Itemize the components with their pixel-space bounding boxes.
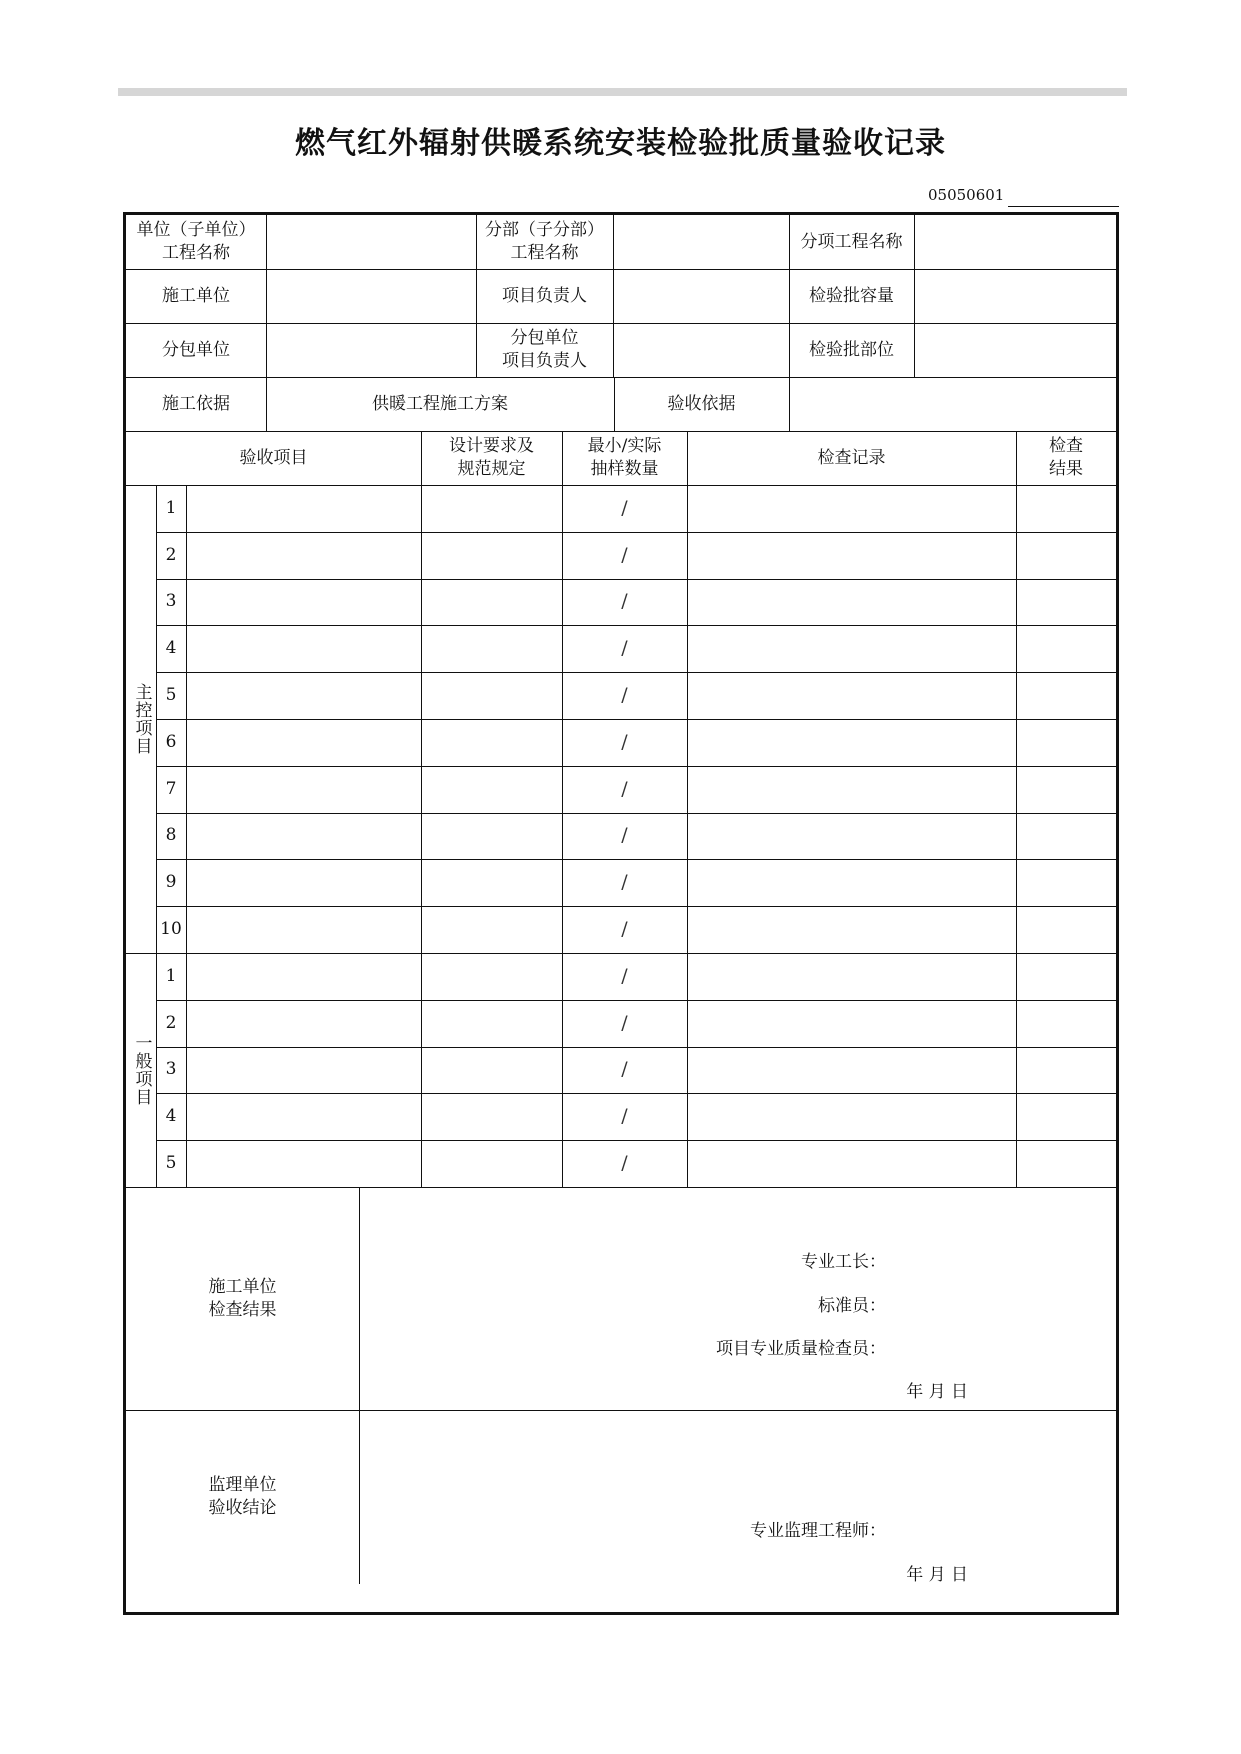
batch-location-field[interactable] [914, 323, 1116, 377]
main-control-row-number: 1 [165, 497, 177, 518]
supervision-label: 监理单位 验收结论 [208, 1475, 277, 1518]
main-control-label: 主控项目 [131, 683, 152, 755]
col-sample-header: 最小/实际 抽样数量 [587, 436, 662, 479]
main-control-sample-value: / [621, 590, 628, 613]
project-manager-label: 项目负责人 [502, 285, 587, 306]
acceptance-basis-label: 验收依据 [667, 393, 736, 414]
general-sample-value: / [621, 1152, 628, 1175]
project-manager-field[interactable] [613, 269, 789, 323]
form-title: 燃气红外辐射供暖系统安装检验批质量验收记录 [295, 126, 946, 161]
general-item-field[interactable] [186, 953, 421, 1000]
col-item-header: 验收项目 [239, 447, 308, 468]
general-item-field[interactable] [186, 1047, 421, 1094]
main-control-record-field[interactable] [687, 766, 1016, 813]
general-sample-value: / [621, 1105, 628, 1128]
subitem-name-field[interactable] [914, 215, 1116, 269]
main-control-record-field[interactable] [687, 672, 1016, 719]
main-control-record-field[interactable] [687, 906, 1016, 953]
construction-check-area[interactable] [359, 1187, 1116, 1410]
form-code-underline [1008, 206, 1119, 207]
main-control-result-field[interactable] [1016, 625, 1116, 672]
general-result-field[interactable] [1016, 1000, 1116, 1047]
main-control-sample-value: / [621, 824, 628, 847]
general-row-number: 5 [165, 1153, 177, 1174]
foreman-signature-label: 专业工长： [801, 1252, 886, 1272]
main-control-result-field[interactable] [1016, 532, 1116, 579]
main-control-item-field[interactable] [186, 859, 421, 906]
main-control-item-field[interactable] [186, 719, 421, 766]
main-control-result-field[interactable] [1016, 859, 1116, 906]
main-control-design-field[interactable] [421, 625, 562, 672]
general-result-field[interactable] [1016, 1140, 1116, 1187]
main-control-result-field[interactable] [1016, 485, 1116, 532]
general-item-field[interactable] [186, 1093, 421, 1140]
general-sample-value: / [621, 1011, 628, 1034]
acceptance-record-table [123, 212, 1119, 1615]
general-result-field[interactable] [1016, 1093, 1116, 1140]
main-control-sample-value: / [621, 730, 628, 753]
main-control-item-field[interactable] [186, 579, 421, 626]
general-row-number: 2 [165, 1012, 177, 1033]
general-design-field[interactable] [421, 1047, 562, 1094]
main-control-record-field[interactable] [687, 485, 1016, 532]
quality-inspector-signature-label: 项目专业质量检查员： [716, 1339, 886, 1359]
general-sample-value: / [621, 1058, 628, 1081]
main-control-sample-value: / [621, 684, 628, 707]
general-design-field[interactable] [421, 1140, 562, 1187]
main-control-sample-value: / [621, 777, 628, 800]
unit-name-label: 单位（子单位） 工程名称 [136, 220, 256, 263]
general-label: 一般项目 [131, 1034, 152, 1106]
main-control-result-field[interactable] [1016, 719, 1116, 766]
main-control-row-number: 9 [165, 872, 177, 893]
main-control-result-field[interactable] [1016, 579, 1116, 626]
supervision-area[interactable] [359, 1410, 1116, 1584]
general-record-field[interactable] [687, 1093, 1016, 1140]
general-row-number: 1 [165, 965, 177, 986]
construction-check-date: 年 月 日 [906, 1382, 968, 1402]
main-control-design-field[interactable] [421, 906, 562, 953]
main-control-row-number: 3 [165, 591, 177, 612]
main-control-record-field[interactable] [687, 532, 1016, 579]
main-control-record-field[interactable] [687, 813, 1016, 860]
main-control-result-field[interactable] [1016, 813, 1116, 860]
main-control-sample-value: / [621, 543, 628, 566]
subcontractor-manager-field[interactable] [613, 323, 789, 377]
subcontractor-label: 分包单位 [162, 339, 230, 360]
main-control-record-field[interactable] [687, 625, 1016, 672]
construction-unit-field[interactable] [266, 269, 476, 323]
division-name-label: 分部（子分部） 工程名称 [485, 220, 604, 263]
subitem-name-label: 分项工程名称 [800, 231, 903, 252]
main-control-item-field[interactable] [186, 532, 421, 579]
main-control-row-number: 4 [165, 638, 177, 659]
subcontractor-manager-label: 分包单位 项目负责人 [502, 328, 587, 371]
main-control-design-field[interactable] [421, 579, 562, 626]
batch-capacity-label: 检验批容量 [809, 285, 894, 306]
general-record-field[interactable] [687, 1000, 1016, 1047]
main-control-design-field[interactable] [421, 859, 562, 906]
form-code-text: 05050601 [928, 186, 1005, 204]
general-row-number: 4 [165, 1106, 177, 1127]
general-result-field[interactable] [1016, 953, 1116, 1000]
main-control-item-field[interactable] [186, 485, 421, 532]
batch-capacity-field[interactable] [914, 269, 1116, 323]
col-design-header: 设计要求及 规范规定 [449, 436, 534, 479]
main-control-design-field[interactable] [421, 485, 562, 532]
main-control-result-field[interactable] [1016, 906, 1116, 953]
main-control-row-number: 6 [165, 731, 177, 752]
main-control-record-field[interactable] [687, 579, 1016, 626]
main-control-row-number: 7 [165, 778, 177, 799]
construction-basis-value: 供暖工程施工方案 [372, 393, 508, 414]
main-control-design-field[interactable] [421, 813, 562, 860]
unit-name-field[interactable] [266, 215, 476, 269]
general-result-field[interactable] [1016, 1047, 1116, 1094]
main-control-row-number: 10 [160, 919, 182, 940]
general-item-field[interactable] [186, 1140, 421, 1187]
main-control-sample-value: / [621, 871, 628, 894]
acceptance-basis-field[interactable] [789, 377, 1116, 431]
main-control-item-field[interactable] [186, 672, 421, 719]
main-control-item-field[interactable] [186, 813, 421, 860]
main-control-item-field[interactable] [186, 625, 421, 672]
main-control-item-field[interactable] [186, 766, 421, 813]
general-sample-value: / [621, 964, 628, 987]
form-code [920, 186, 1120, 208]
general-item-field[interactable] [186, 1000, 421, 1047]
main-control-item-field[interactable] [186, 906, 421, 953]
general-record-field[interactable] [687, 1047, 1016, 1094]
col-result-header: 检查 结果 [1049, 436, 1083, 479]
main-control-row-number: 8 [165, 825, 177, 846]
main-control-sample-value: / [621, 637, 628, 660]
supervision-date: 年 月 日 [906, 1565, 968, 1585]
main-control-design-field[interactable] [421, 532, 562, 579]
general-design-field[interactable] [421, 1000, 562, 1047]
general-record-field[interactable] [687, 953, 1016, 1000]
standard-officer-signature-label: 标准员： [818, 1296, 886, 1316]
main-control-sample-value: / [621, 496, 628, 519]
main-control-design-field[interactable] [421, 719, 562, 766]
main-control-row-number: 5 [165, 685, 177, 706]
main-control-row-number: 2 [165, 544, 177, 565]
general-design-field[interactable] [421, 1093, 562, 1140]
general-record-field[interactable] [687, 1140, 1016, 1187]
general-design-field[interactable] [421, 953, 562, 1000]
construction-basis-label: 施工依据 [162, 393, 230, 414]
main-control-result-field[interactable] [1016, 766, 1116, 813]
main-control-record-field[interactable] [687, 719, 1016, 766]
col-record-header: 检查记录 [817, 447, 886, 468]
construction-check-label: 施工单位 检查结果 [208, 1276, 277, 1320]
batch-location-label: 检验批部位 [809, 339, 894, 360]
main-control-sample-value: / [621, 918, 628, 941]
top-divider-bar [118, 88, 1127, 96]
supervision-engineer-signature-label: 专业监理工程师： [750, 1521, 886, 1541]
construction-unit-label: 施工单位 [162, 285, 230, 306]
main-control-design-field[interactable] [421, 766, 562, 813]
main-control-result-field[interactable] [1016, 672, 1116, 719]
general-row-number: 3 [165, 1059, 177, 1080]
main-control-record-field[interactable] [687, 859, 1016, 906]
main-control-design-field[interactable] [421, 672, 562, 719]
subcontractor-field[interactable] [266, 323, 476, 377]
division-name-field[interactable] [613, 215, 789, 269]
